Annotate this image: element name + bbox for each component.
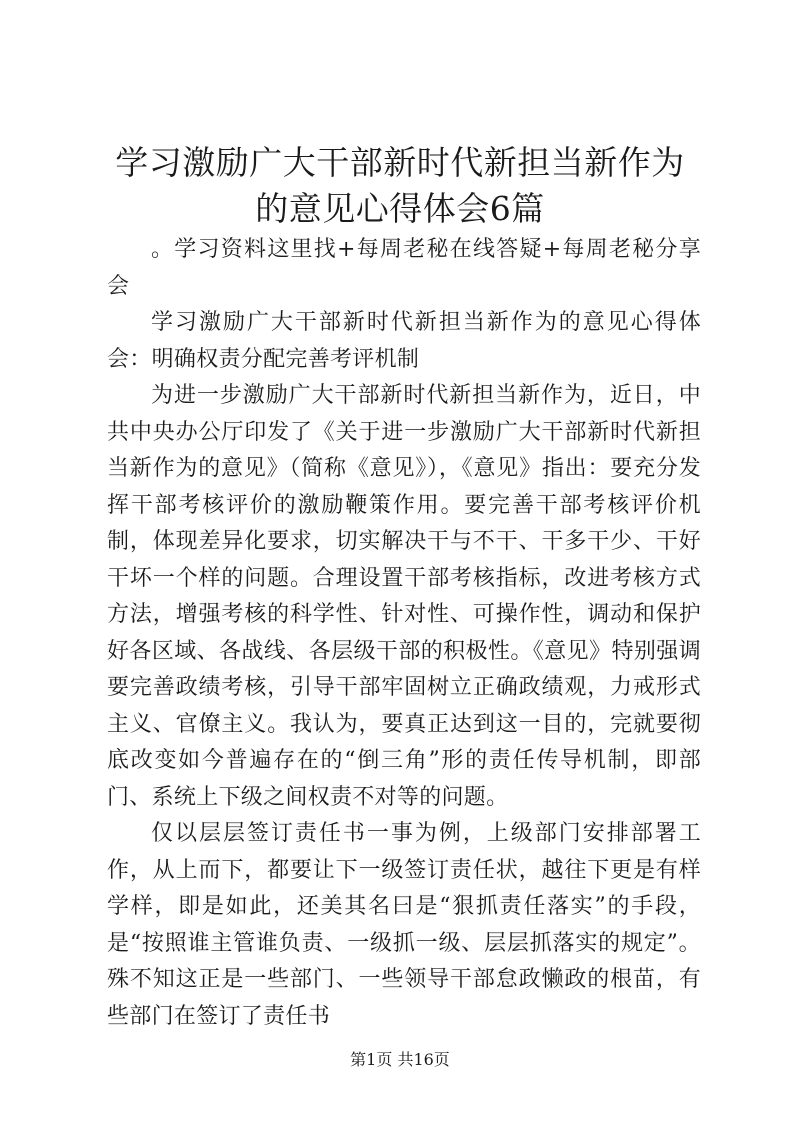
document-body: [107, 232, 701, 1035]
document-title: 学习激励广大干部新时代新担当新作为的意见心得体会6篇: [115, 143, 685, 228]
paragraph-body-1: 为进一步激励广大干部新时代新担当新作为，近日，中共中央办公厅印发了《关于进一步激励广大干部新时代新担当新作为的意见》（简称《意见》），《意见》指出：要充分发挥干部考核评价的激励鞭策作用。要完善干部考核评价机制，体现差异化要求，切实解决干与不干、干多干少、干好干坏一个样的问题。合理设置干部考核指标，改进考核方式方法，增强考核的科学性、针对性、可操作性，调动和保护好各区域、各战线、各层级干部的积极性。《意见》特别强调要完善政绩考核，引导干部牢固树立正确政绩观，力戒形式主义、官僚主义。我认为，要真正达到这一目的，完就要彻底改变如今普遍存在的“倒三角”形的责任传导机制，即部门、系统上下级之间权责不对等的问题。: [107, 383, 701, 810]
paragraph-body-2: 仅以层层签订责任书一事为例，上级部门安排部署工作，从上而下，都要让下一级签订责任状，越往下更是有样学样，即是如此，还美其名曰是“狠抓责任落实”的手段，是“按照谁主管谁负责、一级抓一级、层层抓落实的规定”。殊不知这正是一些部门、一些领导干部怠政懒政的根苗，有些部门在签订了责任书: [107, 821, 701, 1029]
paragraph-subtitle: 学习激励广大干部新时代新担当新作为的意见心得体会：明确权责分配完善考评机制: [107, 310, 701, 372]
page-footer: 第1页 共16页: [350, 1050, 450, 1069]
paragraph-resource-note: 。学习资料这里找+每周老秘在线答疑+每周老秘分享会: [107, 237, 701, 299]
